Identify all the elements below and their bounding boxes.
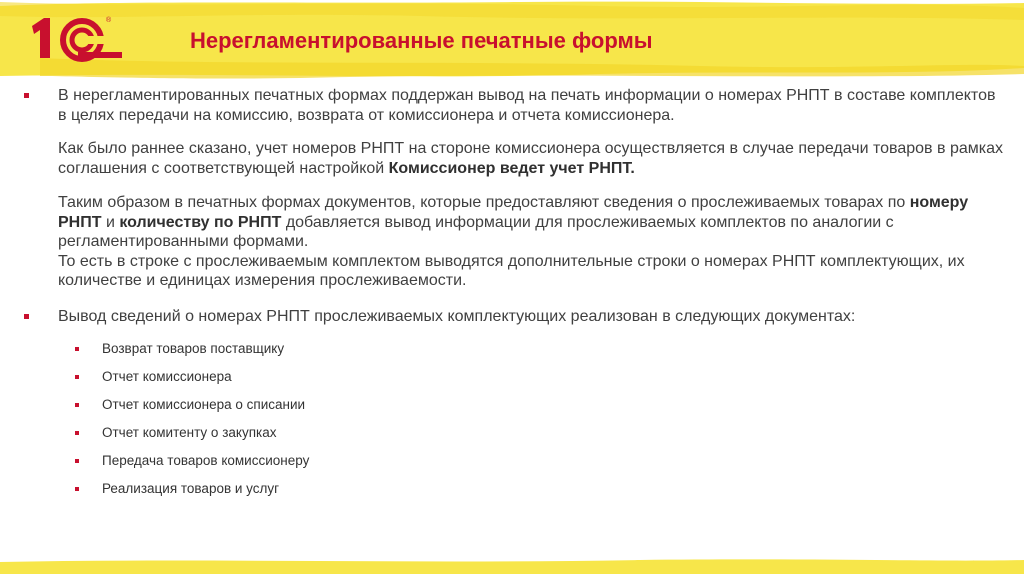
documents-list	[24, 340, 1004, 508]
square-bullet-icon	[75, 459, 79, 463]
1c-logo	[26, 12, 126, 66]
header-banner	[0, 0, 1024, 82]
paragraph-3: Таким образом в печатных формах документов, которые предоставляют сведения о прослеживаемых товарах по номеру РНПТ и количеству по РНПТ добавляется вывод информации для прослеживаемых комплектов по аналогии с регламентированными формами. То есть в строке с прослеживаемым комплектом выводятся дополнительные строки о номерах РНПТ комплектующих, их количестве и единицах измерения прослеживаемости.	[58, 194, 969, 289]
bullet-item	[24, 307, 1004, 327]
list-item: Реализация товаров и услуг	[24, 480, 1004, 508]
list-item: Передача товаров комиссионеру	[24, 452, 1004, 480]
square-bullet-icon	[75, 431, 79, 435]
paragraph-1: В нерегламентированных печатных формах поддержан вывод на печать информации о номерах РНПТ в составе комплектов в целях передачи на комиссию, возврата от комиссионера и отчета комиссионера.	[58, 87, 996, 124]
square-bullet-icon	[24, 314, 29, 319]
square-bullet-icon	[75, 487, 79, 491]
paragraph-4: Вывод сведений о номерах РНПТ прослеживаемых комплектующих реализован в следующих документах:	[58, 307, 856, 325]
slide-content	[24, 86, 1004, 508]
square-bullet-icon	[75, 347, 79, 351]
square-bullet-icon	[24, 93, 29, 98]
list-item: Отчет комиссионера о списании	[24, 396, 1004, 424]
page-title: Нерегламентированные печатные формы	[190, 28, 653, 53]
square-bullet-icon	[75, 403, 79, 407]
svg-text:®: ®	[106, 17, 112, 24]
list-item: Возврат товаров поставщику	[24, 340, 1004, 368]
bullet-item	[24, 86, 1004, 291]
list-item: Отчет комитенту о закупках	[24, 424, 1004, 452]
square-bullet-icon	[75, 375, 79, 379]
paragraph-2: Как было раннее сказано, учет номеров РНПТ на стороне комиссионера осуществляется в случае передачи товаров в рамках соглашения с соответствующей настройкой Комиссионер ведет учет РНПТ.	[58, 140, 1003, 177]
footer-brush-stroke	[0, 556, 1024, 574]
list-item: Отчет комиссионера	[24, 368, 1004, 396]
